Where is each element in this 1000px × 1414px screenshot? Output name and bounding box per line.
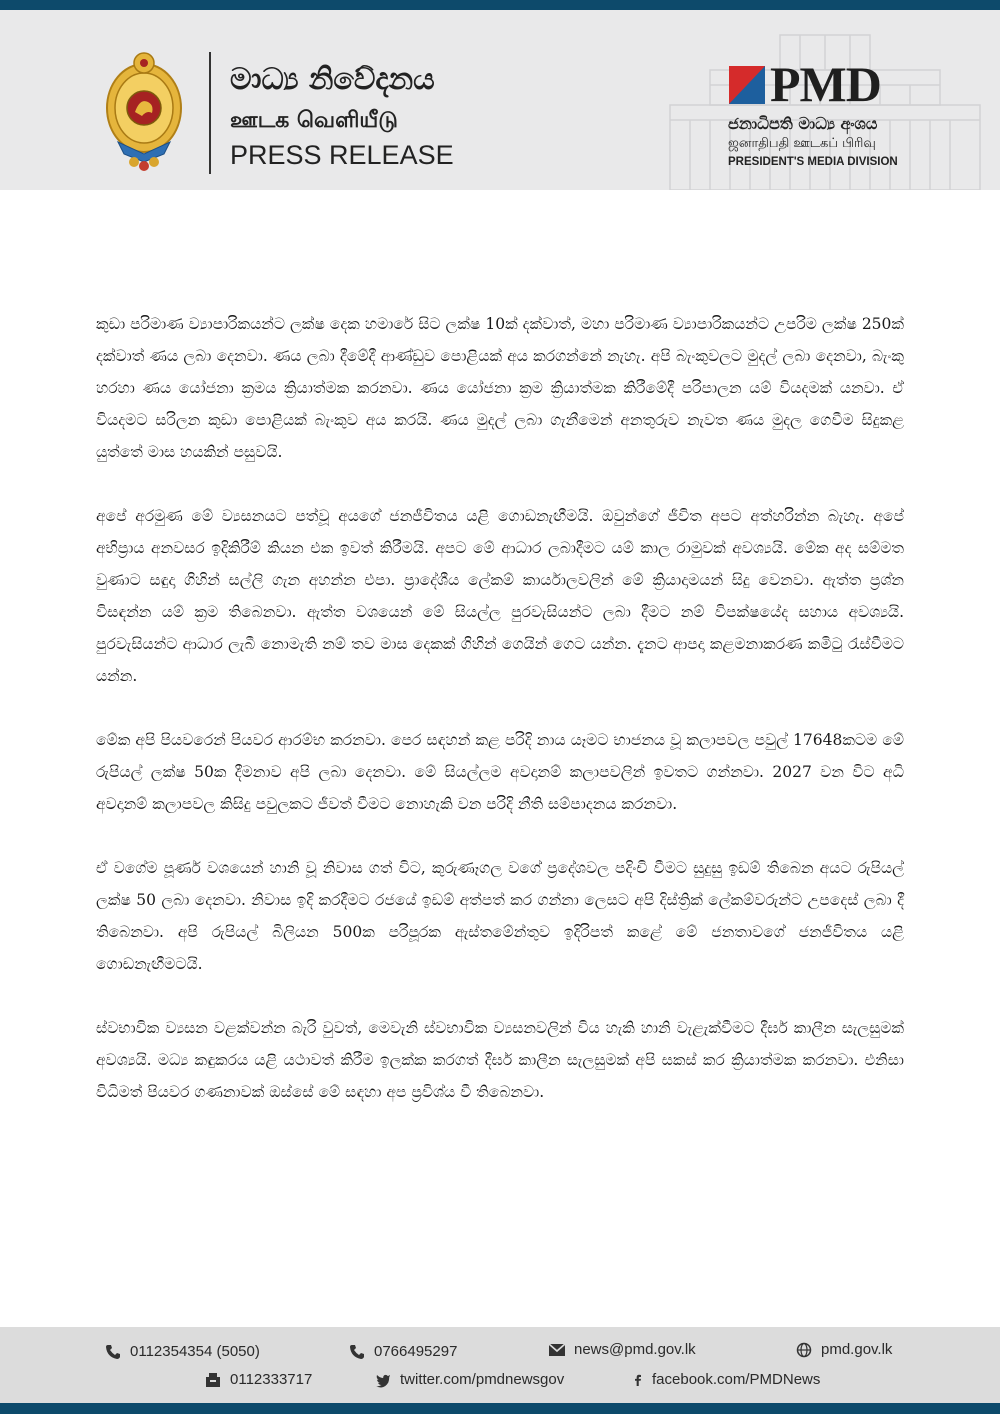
top-accent-bar <box>0 0 1000 10</box>
paragraph: අපේ අරමුණ මේ ව්‍යසනයට පත්වූ අයගේ ජනජීවිතය යළි ගොඩනැඟීමයි. ඔවුන්ගේ ජීවිත අපට අත්හරින්න බැහැ. අපේ අභිප්‍රාය අනවසර ඉදිකිරීම් කියන එක ඉවත් කිරීමයි. අපට මේ ආධාර ලබාදීමට යම් කාල රාමුවක් අවශ්‍යයි. මේක අද සම්මත වුණාට සඳුදා ගිහින් සල්ලි ගැන අහන්න එපා. ප්‍රාදේශීය ලේකම් කාර්යාලවලින් මේ ක්‍රියාදාමයන් සිදු වෙනවා. ඇත්ත ප්‍රශ්න විසඳන්න යම් ක්‍රම තිබෙනවා. ඇත්ත වශයෙන් මේ සියල්ල පුරවැසියන්ට ලබා දීමට නම් විපක්ෂයේද සහාය අවශ්‍යයි. පුරවැසියන්ට ආධාර ලැබී නොමැති නම් තව මාස දෙකක් ගිහින් ගෙයින් ගෙට යන්න. දැනට ආපදා කළමනාකරණ කමිටු රැස්වීමට යන්න. <box>96 507 904 685</box>
facebook-text: facebook.com/PMDNews <box>652 1371 821 1388</box>
twitter-icon <box>374 1372 392 1388</box>
footer-facebook[interactable] <box>632 1371 820 1388</box>
website-text: pmd.gov.lk <box>821 1341 893 1358</box>
phone-icon <box>104 1344 122 1360</box>
facebook-icon <box>632 1372 644 1388</box>
title-english: PRESS RELEASE <box>230 140 454 170</box>
sri-lanka-emblem-icon <box>104 50 184 172</box>
footer-fax[interactable] <box>204 1371 312 1388</box>
title-sinhala: මාධ්‍ය නිවේදනය <box>230 62 435 97</box>
phone-1-text: 0112354354 (5050) <box>130 1343 260 1360</box>
email-icon <box>548 1342 566 1358</box>
fax-text: 0112333717 <box>230 1371 313 1388</box>
title-tamil: ஊடக வெளியீடு <box>230 108 398 133</box>
footer-phone-2[interactable] <box>348 1343 457 1360</box>
globe-icon <box>795 1342 813 1358</box>
pmd-name-tamil: ஜனாதிபதி ஊடகப் பிரிவு <box>728 136 876 151</box>
pmd-name-english: PRESIDENT'S MEDIA DIVISION <box>728 156 898 168</box>
paragraph: මේක අපි පියවරෙන් පියවර ආරම්භ කරනවා. පෙර සඳහන් කළ පරිදි නාය යෑමට භාජනය වූ කලාපවල පවුල් 17648කටම මේ රුපියල් ලක්ෂ 50ක දීමනාව අපි ලබා දෙනවා. මේ සියල්ලම අවදානම් කලාපවලින් ඉවතට ගන්නවා. 2027 වන විට අධි අවදානම් කලාපවල කිසිදු පවුලකට ජීවත් වීමට නොහැකි වන පරිදි නීති සම්පාදනය කරනවා. <box>96 731 904 813</box>
fax-icon <box>204 1372 222 1388</box>
phone-icon <box>348 1344 366 1360</box>
paragraph: ස්වභාවික ව්‍යසන වළක්වන්න බැරි වුවත්, මෙවැනි ස්වභාවික ව්‍යසනවලින් විය හැකි හානි වැළැක්වීමට දීර්ඝ කාලීන සැලසුමක් අවශ්‍යයි. මධ්‍ය කඳුකරය යළි යථාවත් කිරීම ඉලක්ක කරගත් දීර්ඝ කාලීන සැලසුමක් අපි සකස් කර ක්‍රියාත්මක කරනවා. එනිසා විධිමත් පියවර ගණනාවක් ඔස්සේ මේ සඳහා අප ප්‍රවිශ්ය වී තිබෙනවා. <box>96 1019 904 1101</box>
footer-phone-1[interactable] <box>104 1343 260 1360</box>
pmd-name-sinhala: ජනාධිපති මාධ්‍ය අංශය <box>728 114 878 133</box>
pmd-brand-name: PMD <box>770 56 881 112</box>
email-text: news@pmd.gov.lk <box>574 1341 696 1358</box>
footer-twitter[interactable] <box>374 1371 564 1388</box>
paragraph: ඒ වගේම පූර්ණ වශයෙන් හානි වූ නිවාස ගත් විට, කුරුණෑගල වගේ ප්‍රදේශවල පදිංචි වීමට සුදුසු ඉඩම් තිබෙන අයට රුපියල් ලක්ෂ 50 ලබා දෙනවා. නිවාස ඉදි කරදීමට රජයේ ඉඩම් අත්පත් කර ගන්නා ලෙසට අපි දිස්ත්‍රික් ලේකම්වරුන්ට උපදෙස් ලබා දී තිබෙනවා. අපි රුපියල් බිලියන 500ක පරිපූරක ඇස්තමේන්තුව ඉදිරිපත් කළේ මේ ජනතාවගේ ජනජීවිතය යළි ගොඩනැඟීමටයි. <box>96 859 904 973</box>
letterhead-header <box>0 10 1000 190</box>
footer-website[interactable] <box>795 1341 892 1358</box>
pmd-logo-icon <box>729 66 765 104</box>
paragraph: කුඩා පරිමාණ ව්‍යාපාරිකයන්ට ලක්ෂ දෙක හමාරේ සිට ලක්ෂ 10ක් දක්වාත්, මහා පරිමාණ ව්‍යාපාරිකයන්ට උපරිම ලක්ෂ 250ක් දක්වාත් ණය ලබා දෙනවා. ණය ලබා දීමේදී ආණ්ඩුව පොළියක් අය කරගන්නේ නැහැ. අපි බැංකුවලට මුදල් ලබා දෙනවා, බැංකු හරහා ණය යෝජනා ක්‍රමය ක්‍රියාත්මක කරනවා. ණය යෝජනා ක්‍රම ක්‍රියාත්මක කිරීමේදී පරිපාලන යම් වියදමක් යනවා. ඒ වියදමට සරිලන කුඩා පොළියක් බැංකුව අය කරයි. ණය මුදල් ලබා ගැනීමෙන් අනතුරුව නැවත ණය මුදල ගෙවීම සිදුකළ යුත්තේ මාස හයකින් පසුවයි. <box>96 315 904 461</box>
footer-email[interactable] <box>548 1341 696 1358</box>
header-divider <box>209 52 211 174</box>
phone-2-text: 0766495297 <box>374 1343 458 1360</box>
press-release-body <box>96 308 904 1140</box>
contact-footer <box>0 1327 1000 1403</box>
bottom-accent-bar <box>0 1403 1000 1414</box>
twitter-text: twitter.com/pmdnewsgov <box>400 1371 565 1388</box>
